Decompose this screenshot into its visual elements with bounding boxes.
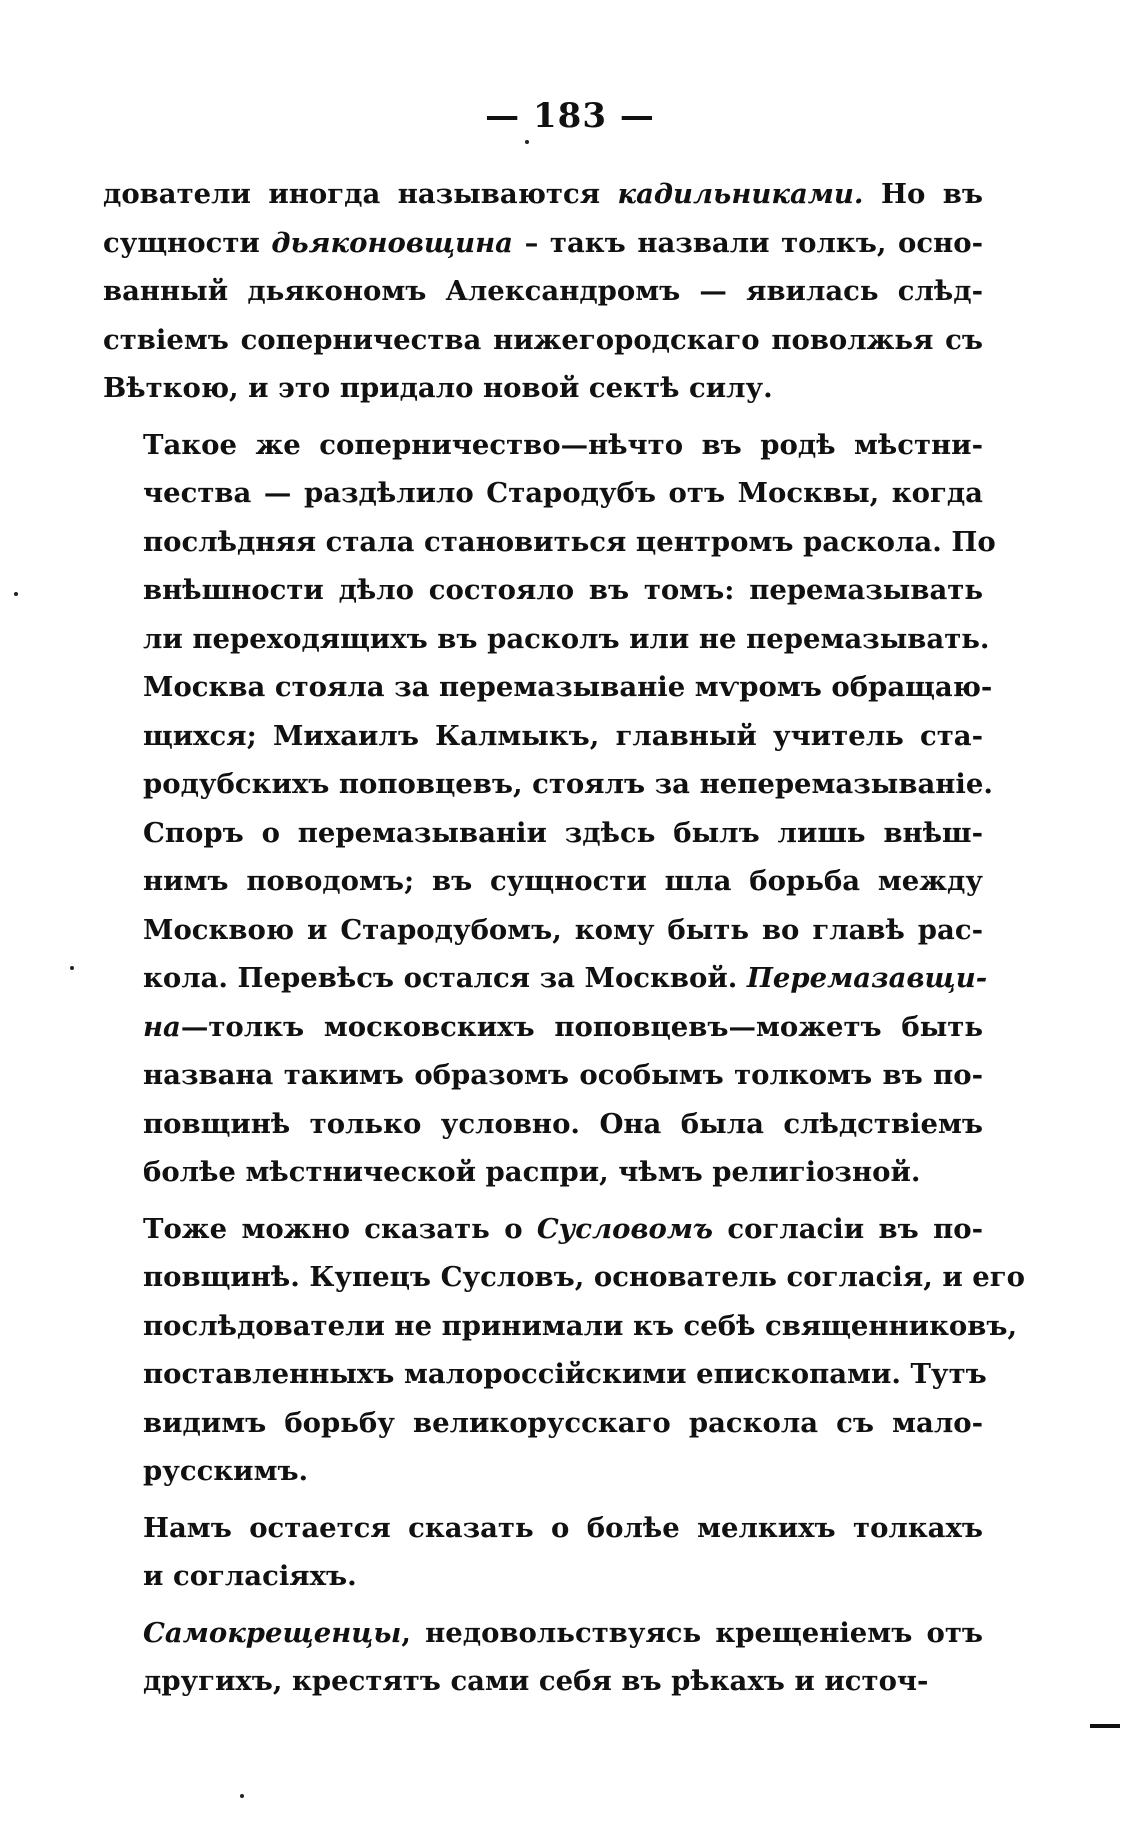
text-line — [103, 1552, 983, 1601]
text-run: послѣдняя стала становиться центромъ раскола. По — [143, 525, 996, 558]
text-line — [103, 1302, 1018, 1351]
text-line — [103, 1399, 983, 1448]
text-line — [103, 518, 996, 567]
italic-term: на — [143, 1010, 181, 1043]
text-run: ванный дьякономъ Александромъ — явилась слѣд- — [103, 275, 983, 307]
text-line — [103, 615, 990, 664]
text-run: повщинѣ. Купецъ Сусловъ, основатель согласія, и его — [143, 1261, 1026, 1293]
paragraph — [103, 170, 983, 413]
text-run: другихъ, крестятъ сами себя въ рѣкахъ и источ- — [143, 1665, 929, 1697]
paragraph — [103, 1504, 983, 1601]
paragraph — [103, 1609, 983, 1706]
text-run: Споръ о перемазываніи здѣсь былъ лишь внѣш- — [143, 816, 983, 849]
text-line — [103, 364, 983, 413]
italic-term: Самокрещенцы — [143, 1616, 402, 1649]
text-run: – такъ назвали толкъ, осно- — [512, 226, 983, 259]
text-line — [103, 219, 983, 268]
text-line — [103, 1609, 983, 1658]
text-line — [103, 469, 983, 518]
text-run: видимъ борьбу великорусскаго раскола съ мало- — [143, 1406, 983, 1439]
text-run: —толкъ московскихъ поповцевъ—можетъ быть — [180, 1010, 983, 1043]
text-line — [103, 1148, 983, 1197]
text-run: щихся; Михаилъ Калмыкъ, главный учитель ста- — [143, 719, 983, 752]
text-line — [103, 170, 983, 219]
text-line — [103, 1205, 983, 1254]
paragraph — [103, 421, 996, 1197]
text-run: нимъ поводомъ; въ сущности шла борьба между — [143, 865, 983, 897]
text-line — [103, 760, 993, 809]
italic-term: кадильниками. — [617, 178, 864, 210]
text-run: болѣе мѣстнической распри, чѣмъ религіозной. — [143, 1156, 921, 1188]
text-run: сущности — [103, 226, 272, 259]
text-line — [103, 954, 988, 1003]
text-run: ли переходящихъ въ расколъ или не перемазывать. — [143, 622, 990, 655]
text-run: Но въ — [863, 178, 983, 210]
text-run: повщинѣ только условно. Она была слѣдствіемъ — [143, 1107, 983, 1140]
text-run: , недовольствуясь крещеніемъ отъ — [401, 1616, 983, 1649]
text-line — [103, 1504, 983, 1553]
print-speck — [70, 966, 74, 970]
print-speck — [525, 140, 529, 144]
print-speck — [240, 1794, 244, 1798]
text-run: дователи иногда называются — [103, 178, 618, 210]
text-run: чества — раздѣлило Стародубъ отъ Москвы, когда — [143, 477, 983, 509]
text-line — [103, 1253, 1026, 1302]
text-line — [103, 1350, 987, 1399]
text-run: родубскихъ поповцевъ, стоялъ за неперемазываніе. — [143, 768, 993, 800]
text-line — [103, 566, 983, 615]
text-run: и согласіяхъ. — [143, 1560, 357, 1592]
text-line — [103, 316, 983, 365]
italic-term: Сусловомъ — [536, 1212, 714, 1245]
text-line — [103, 906, 983, 955]
paragraph — [103, 1205, 1026, 1496]
margin-dash-mark — [1090, 1724, 1120, 1728]
text-run: согласіи въ по- — [713, 1212, 983, 1245]
text-run: Намъ остается сказать о болѣе мелкихъ толкахъ — [143, 1511, 983, 1544]
text-run: ствіемъ соперничества нижегородскаго поволжья съ — [103, 323, 983, 356]
text-line — [103, 1051, 983, 1100]
italic-term: дьяконовщина — [271, 226, 513, 259]
text-line — [103, 1003, 983, 1052]
text-line — [103, 663, 993, 712]
text-run: внѣшности дѣло состояло въ томъ: перемазывать — [143, 574, 983, 606]
text-run: названа такимъ образомъ особымъ толкомъ въ по- — [143, 1059, 983, 1091]
body-text — [103, 170, 1026, 1706]
text-line — [103, 1100, 983, 1149]
print-speck — [14, 592, 18, 596]
text-line — [103, 857, 983, 906]
text-line — [103, 421, 983, 470]
text-run: Тоже можно сказать о — [143, 1212, 537, 1245]
page-number: — 183 — — [485, 96, 655, 136]
italic-term: Перемазавщи- — [746, 962, 988, 994]
text-run: послѣдователи не принимали къ себѣ священниковъ, — [143, 1309, 1018, 1342]
text-run: кола. Перевѣсъ остался за Москвой. — [143, 962, 747, 994]
text-line — [103, 1447, 983, 1496]
text-run: Москвою и Стародубомъ, кому быть во главѣ рас- — [143, 913, 983, 946]
text-run: Вѣткою, и это придало новой сектѣ силу. — [103, 372, 773, 404]
text-line — [103, 1657, 983, 1706]
text-run: поставленныхъ малороссійскими епископами. Тутъ — [143, 1358, 987, 1390]
text-run: Такое же соперничество—нѣчто въ родѣ мѣстни- — [143, 428, 983, 461]
text-line — [103, 712, 983, 761]
text-line — [103, 809, 983, 858]
text-run: русскимъ. — [143, 1455, 309, 1487]
text-line — [103, 267, 983, 316]
text-run: Москва стояла за перемазываніе мѵромъ обращаю- — [143, 671, 993, 703]
